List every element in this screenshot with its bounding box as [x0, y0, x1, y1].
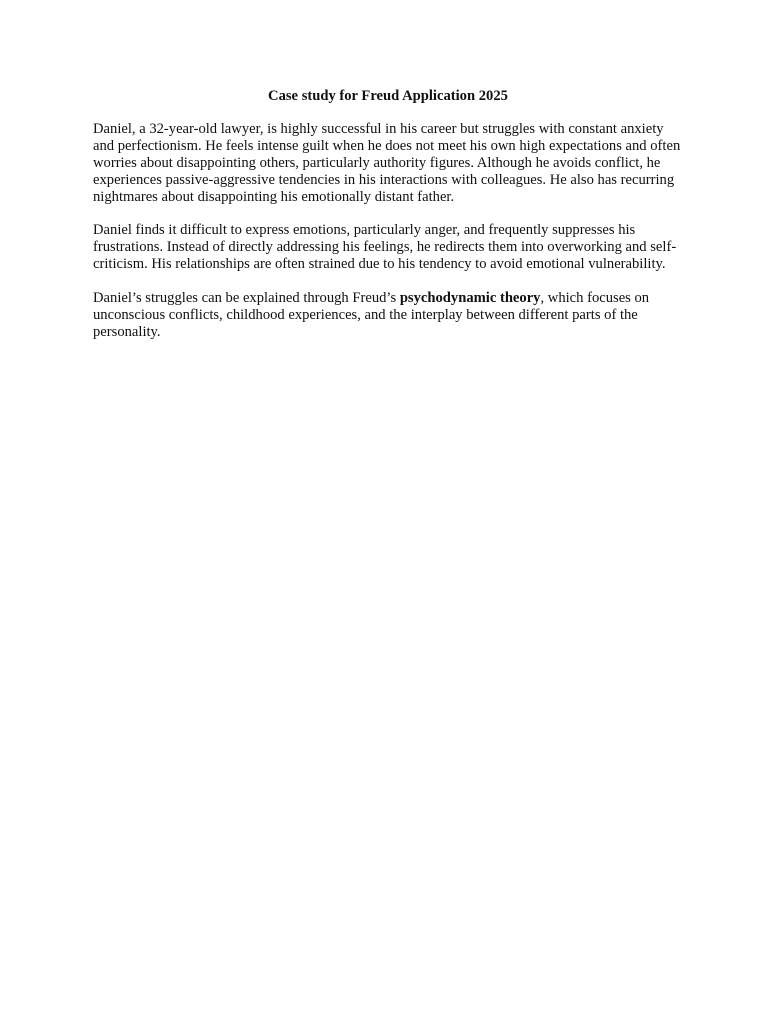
paragraph-3-text-end: , which focuses on unconscious conflicts, childhood experiences, and the interplay between different parts of the personality. [93, 290, 650, 340]
paragraph-3 [93, 290, 683, 341]
paragraph-3-text-start: Daniel’s struggles can be explained through Freud’s [93, 290, 400, 307]
bold-term: psychodynamic theory [399, 290, 541, 307]
paragraph-2: Daniel finds it difficult to express emotions, particularly anger, and frequently suppresses his frustrations. Instead of directly addressing his feelings, he redirects them into overworking and self-criticism. His relationships are often strained due to his tendency to avoid emotional vulnerability. [93, 222, 677, 273]
paragraph-1: Daniel, a 32-year-old lawyer, is highly successful in his career but struggles with constant anxiety and perfectionism. He feels intense guilt when he does not meet his own high expectations and often worries about disappointing others, particularly authority figures. Although he avoids conflict, he experiences passive-aggressive tendencies in his interactions with colleagues. He also has recurring nightmares about disappointing his emotionally distant father. [93, 120, 681, 205]
document-body [93, 88, 683, 358]
document-title: Case study for Freud Application 2025 [268, 88, 508, 104]
